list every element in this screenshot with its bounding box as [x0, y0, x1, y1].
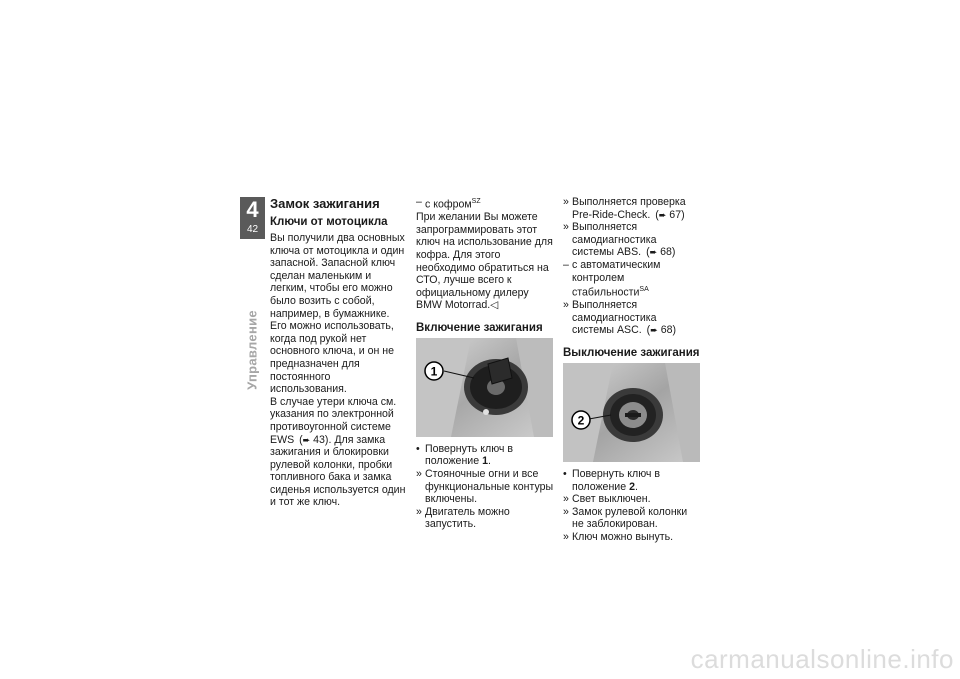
svg-text:1: 1 [430, 364, 438, 379]
result-lights-on: » Стояночные огни и все функциональные контуры включены. [416, 468, 554, 506]
result-steering-lock: » Замок рулевой колонки не заблокирован. [563, 505, 688, 531]
page-reference[interactable]: (➨ 67) [655, 208, 685, 221]
paragraph-keys: Вы получили два основных ключа от мотоцикла и один запасной. Запасной ключ сделан маленьким и легким, чтобы его можно было возить с собой, например, в бумажнике. Его можно использовать, когда под рукой нет основного ключа, и он не предназначен для постоянного использования. [270, 232, 405, 396]
dash-marker: – [416, 196, 422, 208]
column-1 [270, 196, 408, 509]
key-usage-text: Для замка зажигания и блокировки рулевой колонки, пробки топливного бака и замка сиденья используется один и тот же ключ. [270, 433, 406, 509]
end-mark-icon: ◁ [490, 299, 499, 312]
dash-item-asc: – с автоматическим контролем стабильности$^{SA}$ [563, 258, 661, 299]
result-engine-start: » Двигатель можно запустить. [416, 505, 510, 531]
arrow-right-icon: ➨ [650, 325, 658, 336]
result-marker: » [416, 468, 422, 481]
paragraph-case-key: При желании Вы можете запрограммировать этот ключ на использование для кофра. Для этого необходимо обратиться на СТО, лучше всего к официальному дилеру BMW Motorrad.◁ [416, 211, 553, 312]
subheading-keys: Ключи от мотоцикла [270, 216, 388, 228]
bullet-marker: • [563, 468, 567, 481]
option-badge: SA [639, 286, 649, 294]
column-2 [416, 196, 554, 531]
key-loss-text: В случае утери ключа см. указания по электронной противоугонной системе EWS [270, 395, 397, 446]
watermark: carmanualsonline.info [690, 644, 954, 674]
bullet-turn-key-1: • Повернуть ключ в положение 1. [416, 442, 513, 468]
result-abs-check: » Выполняется самодиагностика системы ABS. (➨ 68) [563, 221, 676, 259]
chapter-number: 4 [246, 197, 259, 222]
result-marker: » [563, 196, 569, 208]
heading-ignition-off: Выключение зажигания [563, 347, 700, 360]
ignition-on-photo [416, 338, 553, 437]
heading-ignition-on: Включение зажигания [416, 321, 543, 334]
ignition-off-photo [563, 363, 700, 462]
chapter-title: Управление [244, 310, 260, 390]
bullet-turn-key-2: • Повернуть ключ в положение 2. [563, 468, 660, 493]
option-badge: SZ [471, 198, 481, 205]
result-marker: » [563, 221, 569, 234]
page-number: 42 [246, 224, 259, 235]
result-asc-check: » Выполняется самодиагностика системы ASC. (➨ 68) [563, 299, 677, 337]
result-marker: » [563, 531, 569, 544]
bullet-marker: • [416, 442, 420, 455]
arrow-right-icon: ➨ [649, 247, 658, 258]
result-light-off: » Свет выключен. [563, 493, 651, 506]
page-reference[interactable]: (➨ 68) [646, 246, 676, 259]
result-marker: » [563, 493, 569, 506]
page-reference[interactable]: (➨ 43). [299, 433, 332, 446]
section-heading-ignition-lock: Замок зажигания [270, 196, 380, 211]
arrow-right-icon: ➨ [302, 434, 311, 445]
dash-marker: – [563, 258, 569, 271]
svg-text:2: 2 [577, 413, 585, 428]
result-marker: » [563, 299, 569, 312]
result-marker: » [563, 505, 569, 518]
arrow-right-icon: ➨ [658, 209, 667, 220]
dash-item-case: – с кофром$^{SZ}$ [416, 196, 481, 211]
page-reference[interactable]: (➨ 68) [646, 324, 677, 337]
paragraph-key-loss [270, 396, 408, 509]
column-3 [563, 196, 701, 544]
result-marker: » [416, 505, 422, 518]
result-pre-ride-check: » Выполняется проверка Pre-Ride-Check. (➨ 67) [563, 196, 686, 221]
result-key-removable: » Ключ можно вынуть. [563, 531, 674, 544]
